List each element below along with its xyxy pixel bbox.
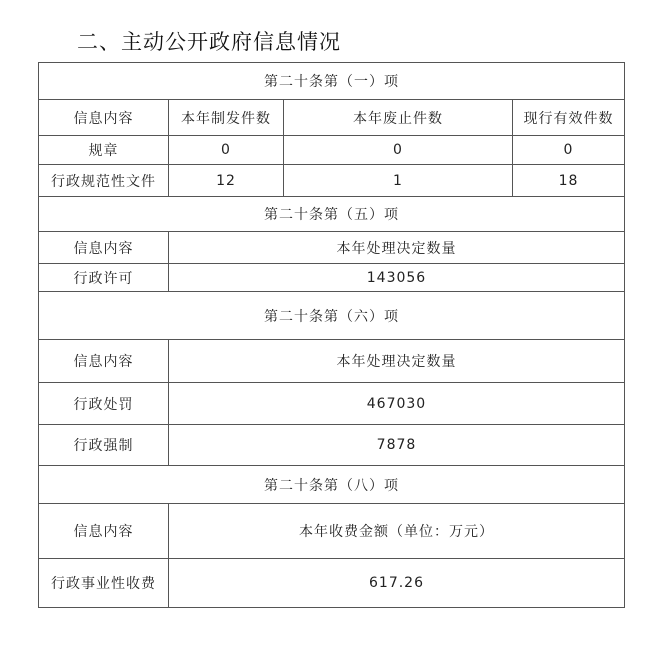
row-value-valid: 0: [513, 136, 625, 165]
header-cell-issued: 本年制发件数: [169, 100, 284, 136]
header-cell-fee-amount: 本年收费金额（单位：万元）: [169, 504, 625, 559]
header-cell-content: 信息内容: [39, 504, 169, 559]
header-cell-decisions: 本年处理决定数量: [169, 340, 625, 383]
row-value-abolished: 1: [284, 165, 513, 197]
header-row: [39, 340, 625, 383]
header-cell-content: 信息内容: [39, 340, 169, 383]
row-value-issued: 12: [169, 165, 284, 197]
row-label: 行政规范性文件: [39, 165, 169, 197]
header-cell-valid: 现行有效件数: [513, 100, 625, 136]
row-value: 143056: [169, 264, 625, 292]
header-cell-decisions: 本年处理决定数量: [169, 232, 625, 264]
header-cell-content: 信息内容: [39, 232, 169, 264]
table-row: [39, 559, 625, 608]
header-row: [39, 504, 625, 559]
row-value: 467030: [169, 383, 625, 425]
section-heading-row: [39, 197, 625, 232]
table-row: [39, 425, 625, 466]
header-cell-content: 信息内容: [39, 100, 169, 136]
table-row: [39, 136, 625, 165]
row-value: 7878: [169, 425, 625, 466]
row-label: 行政强制: [39, 425, 169, 466]
header-cell-abolished: 本年废止件数: [284, 100, 513, 136]
page-title: 二、主动公开政府信息情况: [77, 30, 341, 54]
section-heading-row: [39, 466, 625, 504]
row-label: 规章: [39, 136, 169, 165]
row-label: 行政许可: [39, 264, 169, 292]
table-row: [39, 383, 625, 425]
section-heading-8: 第二十条第（八）项: [39, 466, 625, 504]
section-heading-6: 第二十条第（六）项: [39, 292, 625, 340]
row-label: 行政处罚: [39, 383, 169, 425]
header-row: [39, 232, 625, 264]
info-table: [38, 62, 625, 608]
row-value: 617.26: [169, 559, 625, 608]
section-heading-row: [39, 292, 625, 340]
table-row: [39, 264, 625, 292]
header-row: [39, 100, 625, 136]
section-heading-5: 第二十条第（五）项: [39, 197, 625, 232]
section-heading-1: 第二十条第（一）项: [39, 63, 625, 100]
section-heading-row: [39, 63, 625, 100]
row-value-valid: 18: [513, 165, 625, 197]
row-label: 行政事业性收费: [39, 559, 169, 608]
row-value-issued: 0: [169, 136, 284, 165]
row-value-abolished: 0: [284, 136, 513, 165]
table-row: [39, 165, 625, 197]
